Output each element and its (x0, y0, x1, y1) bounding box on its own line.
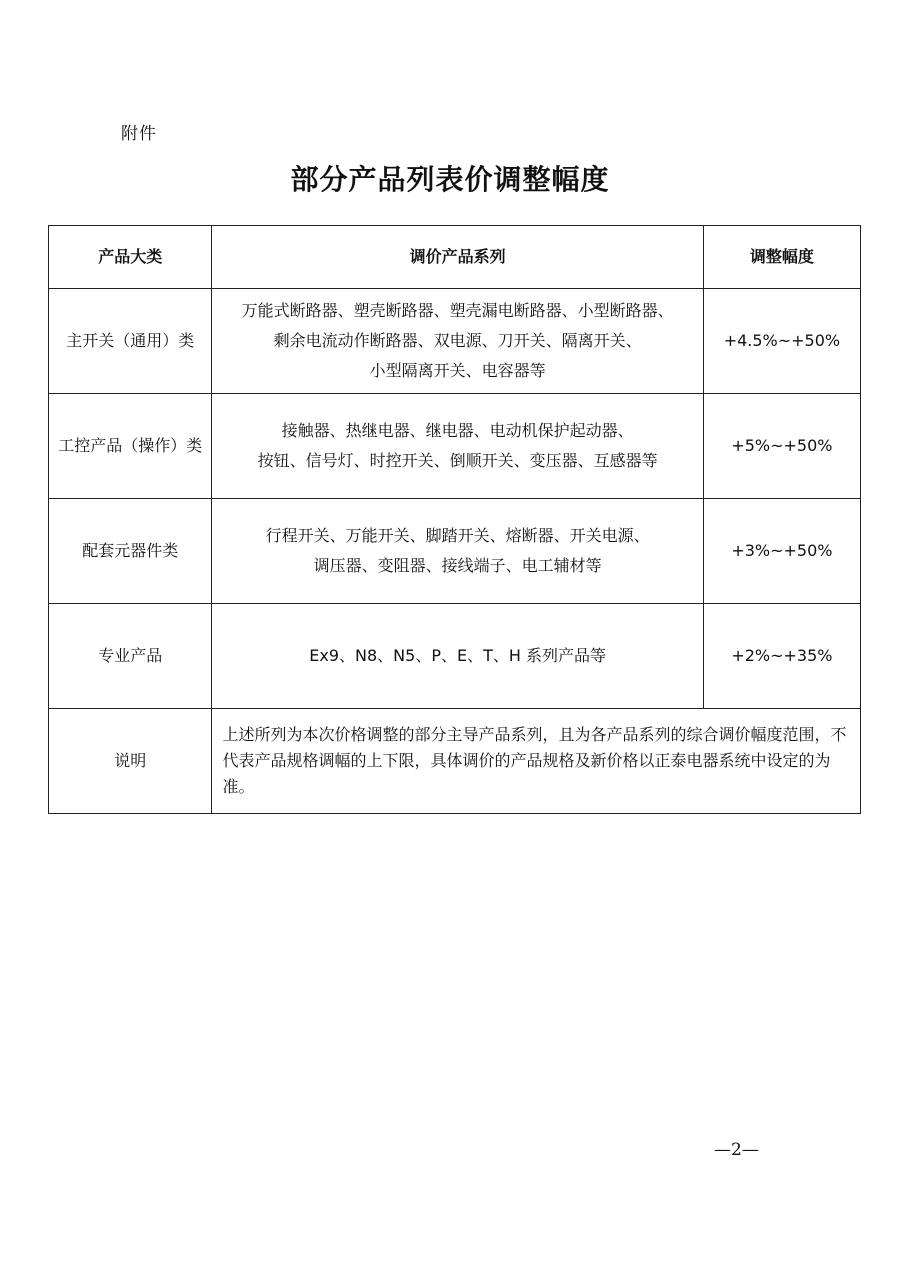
series-line: 行程开关、万能开关、脚踏开关、熔断器、开关电源、 (265, 526, 650, 545)
row-range: +2%~+35% (703, 604, 860, 709)
note-row (49, 709, 861, 814)
series-line: Ex9、N8、N5、P、E、T、H 系列产品等 (309, 646, 606, 665)
series-line: 调压器、变阻器、接线端子、电工辅材等 (313, 556, 602, 575)
row-category: 工控产品（操作）类 (49, 394, 212, 499)
row-category: 专业产品 (49, 604, 212, 709)
row-series (212, 289, 703, 394)
header-category: 产品大类 (49, 226, 212, 289)
series-line: 万能式断路器、塑壳断路器、塑壳漏电断路器、小型断路器、 (241, 301, 674, 320)
table-row (49, 604, 861, 709)
table-row (49, 394, 861, 499)
table-row (49, 499, 861, 604)
page-number: —2— (714, 1140, 759, 1160)
series-line: 按钮、信号灯、时控开关、倒顺开关、变压器、互感器等 (257, 451, 658, 470)
header-series: 调价产品系列 (212, 226, 703, 289)
row-series (212, 604, 703, 709)
row-category: 主开关（通用）类 (49, 289, 212, 394)
table-header-row (49, 226, 861, 289)
table-row (49, 289, 861, 394)
series-line: 小型隔离开关、电容器等 (369, 361, 546, 380)
header-range: 调整幅度 (703, 226, 860, 289)
note-label: 说明 (49, 709, 212, 814)
row-series (212, 394, 703, 499)
row-range: +3%~+50% (703, 499, 860, 604)
note-text: 上述所列为本次价格调整的部分主导产品系列，且为各产品系列的综合调价幅度范围，不代表产品规格调幅的上下限，具体调价的产品规格及新价格以正泰电器系统中设定的为准。 (212, 709, 861, 814)
row-category: 配套元器件类 (49, 499, 212, 604)
series-line: 剩余电流动作断路器、双电源、刀开关、隔离开关、 (273, 331, 642, 350)
attachment-label: 附件 (121, 124, 157, 144)
row-series (212, 499, 703, 604)
price-adjustment-table (48, 225, 861, 814)
series-line: 接触器、热继电器、继电器、电动机保护起动器、 (281, 421, 634, 440)
row-range: +5%~+50% (703, 394, 860, 499)
row-range: +4.5%~+50% (703, 289, 860, 394)
page-title: 部分产品列表价调整幅度 (290, 163, 610, 196)
